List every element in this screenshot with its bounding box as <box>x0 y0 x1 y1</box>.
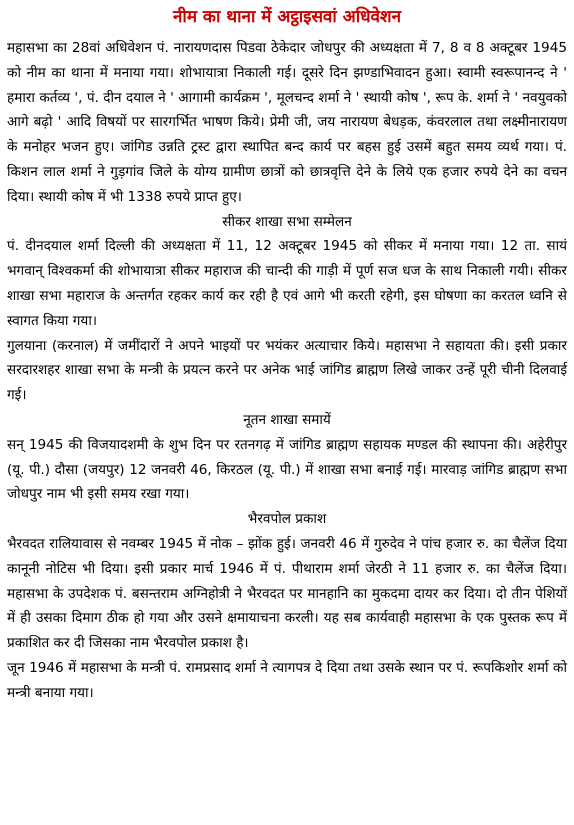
paragraph-28th-session: महासभा का 28वां अधिवेशन पं. नारायणदास पिडवा ठेकेदार जोधपुर की अध्यक्षता में 7, 8 व 8 अक्टूबर 1945 को नीम का थाना में मनाया गया। शोभायात्रा निकाली गई। दूसरे दिन झण्डाभिवादन हुआ। स्वामी स्वरूपानन्द ने ' हमारा कर्तव्य ', पं. दीन दयाल ने ' आगामी कार्यक्रम ', मूलचन्द शर्मा ने ' स्थायी कोष ', रूप के. शर्मा ने ' नवयुवको आगे बढ़ो ' आदि विषयों पर सारगर्भित भाषण किये। प्रेमी जी, जय नारायण बेधड़क, कंवरलाल तथा लक्ष्मीनारायण के मनोहर भजन हुए। जांगिड उन्नति ट्रस्ट द्वारा स्थापित बन्द कार्य पर बहस हुई उसमें बहुत समय व्यर्थ गया। पं. किशन लाल शर्मा ने गुड़गांव जिले के योग्य ग्रामीण छात्रों को छात्रवृत्ति देने के लिये एक हजार रुपये देने का वचन दिया। स्थायी कोष में भी 1338 रुपये प्राप्त हुए। <box>7 40 567 205</box>
paragraph-gulyana: गुलयाना (करनाल) में जमींदारों ने अपने भाइयों पर भयंकर अत्याचार किये। महासभा ने सहायता की। इसी प्रकार सरदारशहर शाखा सभा के मन्त्री के प्रयत्न करने पर अनेक भाई जांगिड ब्राह्मण लिखे जाकर उन्हें पूरी चीनी दिलवाई गई। <box>7 337 567 404</box>
paragraph-new-branches: सन् 1945 की विजयादशमी के शुभ दिन पर रतनगढ़ में जांगिड ब्राह्मण सहायक मण्डल की स्थापना की। अहेरीपुर (यू. पी.) दौसा (जयपुर) 12 जनवरी 46, किरठल (यू. पी.) में शाखा सभा बनाई गई। मारवाड़ जांगिड ब्राह्मण सभा जोधपुर नाम भी इसी समय रखा गया। <box>7 436 567 503</box>
heading-new-branches: नूतन शाखा समायें <box>243 411 331 428</box>
paragraph-secretary-resignation: जून 1946 में महासभा के मन्त्री पं. रामप्रसाद शर्मा ने त्यागपत्र दे दिया तथा उसके स्थान पर पं. रूपकिशोर शर्मा को मन्त्री बनाया गया। <box>7 659 567 701</box>
heading-sikar-branch-conference: सीकर शाखा सभा सम्मेलन <box>222 213 352 230</box>
paragraph-bhairavpol: भैरवदत रालियावास से नवम्बर 1945 में नोक – झोंक हुई। जनवरी 46 में गुरुदेव ने पांच हजार रु. का चैलेंज दिया कानूनी नोटिस भी दिया। इसी प्रकार मार्च 1946 में पं. पीथाराम शर्मा जेरठी ने 11 हजार रु. का चैलेंज दिया। महासभा के उपदेशक पं. बसन्तराम अग्निहोत्री ने भैरवदत पर मानहानि का मुकदमा दायर कर दिया। दो तीन पेशियों में ही उसका दिमाग ठीक हो गया और उसने क्षमायाचना करली। यह सब कार्यवाही महासभा के एक पुस्तक रूप में प्रकाशित कर दी जिसका नाम भैरवपोल प्रकाश है। <box>7 535 567 652</box>
heading-bhairavpol-prakash: भैरवपोल प्रकाश <box>247 511 327 528</box>
paragraph-sikar-conference: पं. दीनदयाल शर्मा दिल्ली की अध्यक्षता में 11, 12 अक्टूबर 1945 को सीकर में मनाया गया। 12 ता. सायं भगवान् विश्वकर्मा की शोभायात्रा सीकर महाराज की चान्दी की गाड़ी में पूर्ण सज धज के साथ निकाली गयी। सीकर शाखा सभा महाराज के अन्तर्गत रहकर कार्य कर रही है एवं आगे भी करती रहेगी, इस घोषणा का करतल ध्वनि से स्वागत किया गया। <box>7 238 567 329</box>
page-title: नीम का थाना में अट्ठाइसवां अधिवेशन <box>172 7 402 27</box>
